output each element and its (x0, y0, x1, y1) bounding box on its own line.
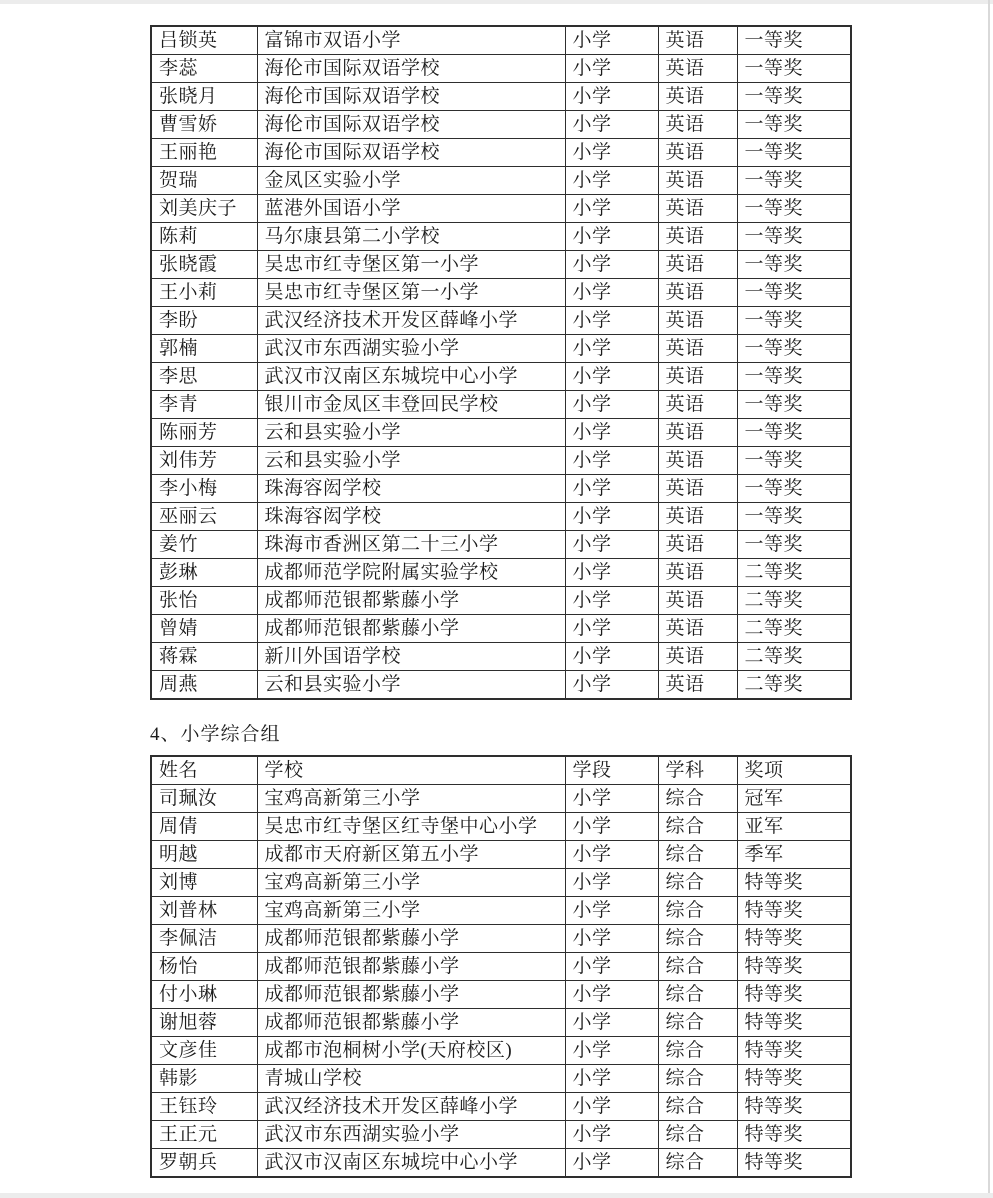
table-cell: 富锦市双语小学 (257, 26, 565, 55)
table-cell: 海伦市国际双语学校 (257, 139, 565, 167)
table-cell: 二等奖 (737, 671, 851, 700)
table-cell: 冠军 (737, 785, 851, 813)
table-cell: 小学 (565, 503, 658, 531)
section-title: 4、小学综合组 (150, 724, 281, 745)
table-row (151, 643, 851, 671)
table-cell: 珠海容闳学校 (257, 475, 565, 503)
table-cell: 二等奖 (737, 587, 851, 615)
english-group-table (150, 25, 852, 700)
table-cell: 文彦佳 (151, 1037, 257, 1065)
table-cell: 一等奖 (737, 307, 851, 335)
table-cell: 一等奖 (737, 531, 851, 559)
table-cell: 刘美庆子 (151, 195, 257, 223)
table-cell: 宝鸡高新第三小学 (257, 897, 565, 925)
table-cell: 海伦市国际双语学校 (257, 55, 565, 83)
table-cell: 小学 (565, 279, 658, 307)
table-row (151, 1009, 851, 1037)
table-cell: 宝鸡高新第三小学 (257, 869, 565, 897)
table-cell: 综合 (658, 953, 737, 981)
table-cell: 英语 (658, 643, 737, 671)
table-row (151, 447, 851, 475)
table-cell: 武汉市东西湖实验小学 (257, 335, 565, 363)
table-cell: 巫丽云 (151, 503, 257, 531)
table-cell: 英语 (658, 419, 737, 447)
table-cell: 特等奖 (737, 1065, 851, 1093)
table-cell: 英语 (658, 307, 737, 335)
table-cell: 刘伟芳 (151, 447, 257, 475)
table-cell: 一等奖 (737, 447, 851, 475)
table-cell: 英语 (658, 279, 737, 307)
table-cell: 李思 (151, 363, 257, 391)
table-cell: 武汉市东西湖实验小学 (257, 1121, 565, 1149)
table-cell: 刘博 (151, 869, 257, 897)
table-cell: 英语 (658, 363, 737, 391)
table-row (151, 475, 851, 503)
table-cell: 陈莉 (151, 223, 257, 251)
table-cell: 李小梅 (151, 475, 257, 503)
table-cell: 一等奖 (737, 503, 851, 531)
table-cell: 小学 (565, 167, 658, 195)
table-row (151, 981, 851, 1009)
table-row (151, 139, 851, 167)
table-row (151, 251, 851, 279)
table-cell: 罗朝兵 (151, 1149, 257, 1178)
column-header: 学校 (257, 756, 565, 785)
table-cell: 一等奖 (737, 335, 851, 363)
table-cell: 小学 (565, 897, 658, 925)
comprehensive-group-table (150, 755, 852, 1178)
table-row (151, 587, 851, 615)
table-cell: 英语 (658, 587, 737, 615)
table-cell: 特等奖 (737, 897, 851, 925)
table-cell: 蓝港外国语小学 (257, 195, 565, 223)
table-cell: 综合 (658, 1065, 737, 1093)
table-cell: 吴忠市红寺堡区第一小学 (257, 279, 565, 307)
table-cell: 小学 (565, 139, 658, 167)
table-cell: 小学 (565, 953, 658, 981)
table-cell: 小学 (565, 83, 658, 111)
table-cell: 小学 (565, 1093, 658, 1121)
table-row (151, 307, 851, 335)
table-cell: 武汉经济技术开发区薛峰小学 (257, 1093, 565, 1121)
column-header: 奖项 (737, 756, 851, 785)
table-cell: 小学 (565, 531, 658, 559)
table-cell: 珠海市香洲区第二十三小学 (257, 531, 565, 559)
table-row (151, 111, 851, 139)
table-cell: 小学 (565, 111, 658, 139)
table-cell: 成都师范银都紫藤小学 (257, 925, 565, 953)
table-cell: 李青 (151, 391, 257, 419)
table-cell: 特等奖 (737, 1093, 851, 1121)
table-cell: 武汉经济技术开发区薛峰小学 (257, 307, 565, 335)
table-cell: 一等奖 (737, 223, 851, 251)
table-cell: 小学 (565, 223, 658, 251)
table-cell: 一等奖 (737, 83, 851, 111)
column-header: 学科 (658, 756, 737, 785)
table-cell: 小学 (565, 55, 658, 83)
table-cell: 小学 (565, 1149, 658, 1178)
table-cell: 英语 (658, 447, 737, 475)
table-cell: 云和县实验小学 (257, 671, 565, 700)
table-cell: 一等奖 (737, 111, 851, 139)
table-row (151, 531, 851, 559)
table-cell: 特等奖 (737, 1121, 851, 1149)
table-cell: 海伦市国际双语学校 (257, 111, 565, 139)
table-cell: 马尔康县第二小学校 (257, 223, 565, 251)
table-row (151, 671, 851, 700)
table-cell: 张晓霞 (151, 251, 257, 279)
table-cell: 成都师范银都紫藤小学 (257, 587, 565, 615)
table-cell: 英语 (658, 531, 737, 559)
table-cell: 武汉市汉南区东城垸中心小学 (257, 1149, 565, 1178)
table-cell: 付小琳 (151, 981, 257, 1009)
table-cell: 二等奖 (737, 615, 851, 643)
table-cell: 英语 (658, 391, 737, 419)
table-cell: 周倩 (151, 813, 257, 841)
comprehensive-group-table-body (151, 785, 851, 1178)
table-cell: 综合 (658, 869, 737, 897)
table-cell: 英语 (658, 559, 737, 587)
table-cell: 成都师范银都紫藤小学 (257, 1009, 565, 1037)
table-row (151, 1065, 851, 1093)
table-cell: 刘普林 (151, 897, 257, 925)
table-cell: 云和县实验小学 (257, 447, 565, 475)
table-row (151, 925, 851, 953)
table-cell: 小学 (565, 195, 658, 223)
table-cell: 综合 (658, 1149, 737, 1178)
table-cell: 二等奖 (737, 643, 851, 671)
table-cell: 英语 (658, 615, 737, 643)
table-cell: 吴忠市红寺堡区第一小学 (257, 251, 565, 279)
table-cell: 宝鸡高新第三小学 (257, 785, 565, 813)
table-cell: 一等奖 (737, 195, 851, 223)
table-cell: 英语 (658, 111, 737, 139)
table-cell: 小学 (565, 813, 658, 841)
table-row (151, 785, 851, 813)
page-right-edge (988, 0, 990, 1198)
table-cell: 小学 (565, 391, 658, 419)
table-cell: 综合 (658, 1037, 737, 1065)
table-cell: 亚军 (737, 813, 851, 841)
table-cell: 综合 (658, 1121, 737, 1149)
table-cell: 综合 (658, 925, 737, 953)
table-cell: 英语 (658, 671, 737, 700)
table-cell: 综合 (658, 785, 737, 813)
table-row (151, 419, 851, 447)
table-cell: 小学 (565, 587, 658, 615)
table-cell: 王丽艳 (151, 139, 257, 167)
table-cell: 英语 (658, 223, 737, 251)
table-row (151, 1037, 851, 1065)
table-cell: 一等奖 (737, 55, 851, 83)
table-cell: 英语 (658, 475, 737, 503)
table-cell: 小学 (565, 785, 658, 813)
table-row (151, 1121, 851, 1149)
table-cell: 李佩洁 (151, 925, 257, 953)
table-row (151, 897, 851, 925)
table-cell: 小学 (565, 925, 658, 953)
table-row (151, 279, 851, 307)
table-row (151, 1149, 851, 1178)
table-cell: 综合 (658, 813, 737, 841)
table-cell: 小学 (565, 307, 658, 335)
table-cell: 小学 (565, 1009, 658, 1037)
page-top-edge (0, 0, 993, 4)
table-cell: 英语 (658, 195, 737, 223)
table-cell: 英语 (658, 83, 737, 111)
table-cell: 小学 (565, 447, 658, 475)
table-cell: 英语 (658, 139, 737, 167)
table-cell: 小学 (565, 26, 658, 55)
table-cell: 小学 (565, 475, 658, 503)
table-cell: 英语 (658, 167, 737, 195)
table-cell: 武汉市汉南区东城垸中心小学 (257, 363, 565, 391)
table-cell: 吕锁英 (151, 26, 257, 55)
table-cell: 小学 (565, 251, 658, 279)
table-cell: 英语 (658, 55, 737, 83)
table-cell: 特等奖 (737, 1037, 851, 1065)
table-cell: 珠海容闳学校 (257, 503, 565, 531)
table-cell: 明越 (151, 841, 257, 869)
table-cell: 青城山学校 (257, 1065, 565, 1093)
table-row (151, 1093, 851, 1121)
table-cell: 一等奖 (737, 26, 851, 55)
table-row (151, 167, 851, 195)
table-cell: 一等奖 (737, 363, 851, 391)
table-cell: 小学 (565, 559, 658, 587)
table-cell: 季军 (737, 841, 851, 869)
table-cell: 张怡 (151, 587, 257, 615)
table-cell: 综合 (658, 1093, 737, 1121)
table-cell: 综合 (658, 1009, 737, 1037)
table-row (151, 223, 851, 251)
table-row (151, 363, 851, 391)
table-row (151, 503, 851, 531)
table-cell: 特等奖 (737, 981, 851, 1009)
table-cell: 特等奖 (737, 1149, 851, 1178)
table-cell: 特等奖 (737, 1009, 851, 1037)
table-row (151, 335, 851, 363)
table-header-row (151, 756, 851, 785)
table-row (151, 55, 851, 83)
page-bottom-edge (0, 1193, 993, 1198)
table-cell: 姜竹 (151, 531, 257, 559)
table-cell: 一等奖 (737, 167, 851, 195)
table-cell: 小学 (565, 981, 658, 1009)
table-cell: 小学 (565, 841, 658, 869)
table-cell: 王正元 (151, 1121, 257, 1149)
table-cell: 郭楠 (151, 335, 257, 363)
table-cell: 特等奖 (737, 925, 851, 953)
table-cell: 一等奖 (737, 279, 851, 307)
table-row (151, 559, 851, 587)
table-cell: 小学 (565, 1037, 658, 1065)
table-cell: 小学 (565, 1121, 658, 1149)
table-cell: 小学 (565, 335, 658, 363)
table-cell: 英语 (658, 26, 737, 55)
table-cell: 小学 (565, 643, 658, 671)
table-cell: 新川外国语学校 (257, 643, 565, 671)
table-cell: 特等奖 (737, 953, 851, 981)
table-cell: 金凤区实验小学 (257, 167, 565, 195)
table-cell: 一等奖 (737, 475, 851, 503)
table-cell: 银川市金凤区丰登回民学校 (257, 391, 565, 419)
column-header: 姓名 (151, 756, 257, 785)
table-cell: 成都师范银都紫藤小学 (257, 981, 565, 1009)
table-cell: 英语 (658, 503, 737, 531)
table-row (151, 391, 851, 419)
table-cell: 成都师范银都紫藤小学 (257, 615, 565, 643)
table-cell: 吴忠市红寺堡区红寺堡中心小学 (257, 813, 565, 841)
table-row (151, 813, 851, 841)
table-row (151, 953, 851, 981)
table-cell: 英语 (658, 335, 737, 363)
table-cell: 成都市泡桐树小学(天府校区) (257, 1037, 565, 1065)
table-cell: 小学 (565, 363, 658, 391)
table-cell: 一等奖 (737, 251, 851, 279)
english-group-table-body (151, 26, 851, 699)
table-cell: 一等奖 (737, 391, 851, 419)
table-cell: 小学 (565, 419, 658, 447)
table-cell: 彭琳 (151, 559, 257, 587)
table-cell: 蒋霖 (151, 643, 257, 671)
table-cell: 贺瑞 (151, 167, 257, 195)
table-cell: 小学 (565, 615, 658, 643)
table-cell: 谢旭蓉 (151, 1009, 257, 1037)
table-cell: 杨怡 (151, 953, 257, 981)
column-header: 学段 (565, 756, 658, 785)
table-cell: 张晓月 (151, 83, 257, 111)
table-cell: 特等奖 (737, 869, 851, 897)
table-cell: 曾婧 (151, 615, 257, 643)
table-row (151, 615, 851, 643)
table-row (151, 83, 851, 111)
table-cell: 司珮汝 (151, 785, 257, 813)
table-cell: 英语 (658, 251, 737, 279)
table-cell: 成都师范银都紫藤小学 (257, 953, 565, 981)
table-cell: 海伦市国际双语学校 (257, 83, 565, 111)
table-cell: 二等奖 (737, 559, 851, 587)
table-cell: 李盼 (151, 307, 257, 335)
table-cell: 曹雪娇 (151, 111, 257, 139)
table-row (151, 26, 851, 55)
table-cell: 成都师范学院附属实验学校 (257, 559, 565, 587)
table-cell: 李蕊 (151, 55, 257, 83)
table-cell: 综合 (658, 981, 737, 1009)
table-cell: 综合 (658, 841, 737, 869)
table-cell: 小学 (565, 1065, 658, 1093)
table-cell: 云和县实验小学 (257, 419, 565, 447)
table-cell: 王小莉 (151, 279, 257, 307)
table-cell: 综合 (658, 897, 737, 925)
table-row (151, 195, 851, 223)
table-cell: 成都市天府新区第五小学 (257, 841, 565, 869)
table-cell: 韩影 (151, 1065, 257, 1093)
table-row (151, 869, 851, 897)
table-cell: 一等奖 (737, 419, 851, 447)
table-row (151, 841, 851, 869)
table-cell: 小学 (565, 671, 658, 700)
table-cell: 周燕 (151, 671, 257, 700)
table-cell: 小学 (565, 869, 658, 897)
table-cell: 王钰玲 (151, 1093, 257, 1121)
table-cell: 陈丽芳 (151, 419, 257, 447)
table-cell: 一等奖 (737, 139, 851, 167)
